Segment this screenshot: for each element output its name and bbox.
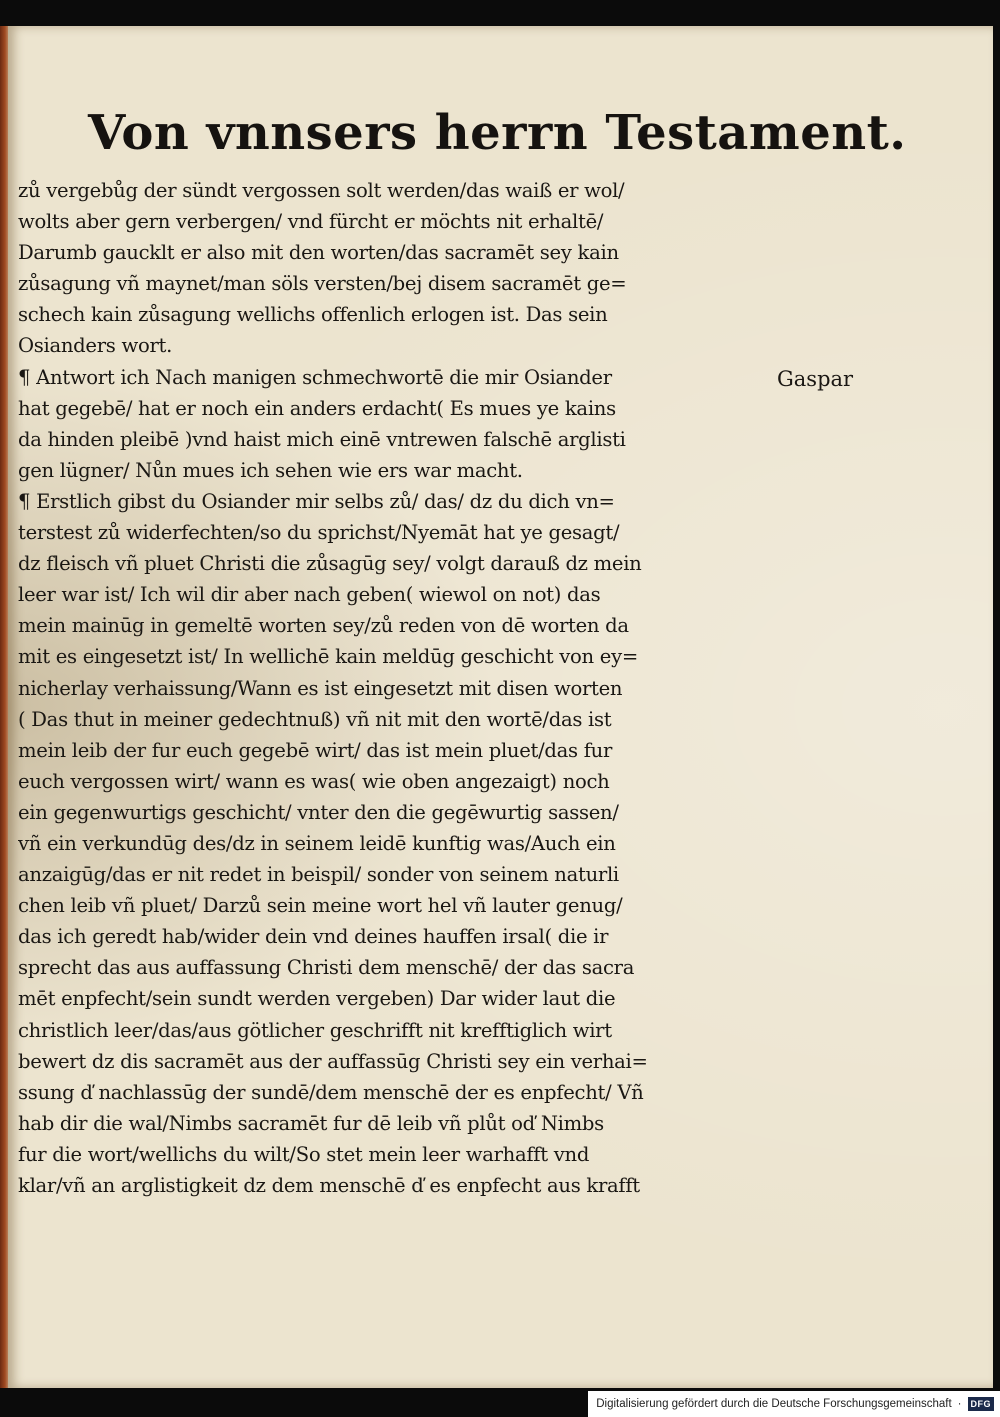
text-line: das ich geredt hab/wider dein vnd deines hauffen irsal( die ir <box>18 925 609 949</box>
text-line: dz fleisch vñ pluet Christi die zůsagūg sey/ volgt darauß dz mein <box>18 552 642 576</box>
text-line: vñ ein verkundūg des/dz in seinem leidē kunftig was/Auch ein <box>18 831 616 855</box>
running-head: Von vnnsers herrn Testament. <box>88 105 907 161</box>
text-line: da hinden pleibē )vnd haist mich einē vntrewen falschē arglisti <box>18 427 626 451</box>
text-line: leer war ist/ Ich wil dir aber nach geben( wiewol on not) das <box>18 583 601 607</box>
text-line: mēt enpfecht/sein sundt werden vergeben) Dar wider laut die <box>18 987 616 1011</box>
separator: · <box>957 1398 962 1410</box>
text-line: euch vergossen wirt/ wann es was( wie oben angezaigt) noch <box>18 769 610 793</box>
text-line: hat gegebē/ hat er noch ein anders erdacht( Es mues ye kains <box>18 396 616 420</box>
text-line: anzaigūg/das er nit redet in beispil/ sonder von seinem naturli <box>18 863 619 887</box>
text-line: mein mainūg in gemeltē worten sey/zů reden von dē worten da <box>18 614 629 638</box>
credit-text: Digitalisierung gefördert durch die Deutsche Forschungsgemeinschaft <box>596 1398 952 1410</box>
text-line: fur die wort/wellichs du wilt/So stet mein leer warhafft vnd <box>18 1142 590 1166</box>
text-line: mein leib der fur euch gegebē wirt/ das ist mein pluet/das fur <box>18 738 613 762</box>
digitization-credit <box>588 1391 1000 1417</box>
text-line: christlich leer/das/aus götlicher geschrifft nit krefftiglich wirt <box>18 1018 612 1042</box>
text-line: bewert dz dis sacramēt aus der auffassūg Christi sey ein verhai= <box>18 1049 648 1073</box>
text-line: schech kain zůsagung wellichs offenlich erlogen ist. Das sein <box>18 303 608 327</box>
text-line: nicherlay verhaissung/Wann es ist eingesetzt mit disen worten <box>18 676 623 700</box>
text-line: ¶ Erstlich gibst du Osiander mir selbs zů/ das/ dz du dich vn= <box>18 489 615 513</box>
text-line: ssung ď nachlassūg der sundē/dem menschē der es enpfecht/ Vñ <box>18 1080 644 1104</box>
text-block <box>18 175 768 1201</box>
text-line: ein gegenwurtigs geschicht/ vnter den die gegēwurtig sassen/ <box>18 800 619 824</box>
text-line: zů vergebůg der sündt vergossen solt werden/das waiß er wol/ <box>18 179 625 202</box>
text-line: Osianders wort. <box>18 334 173 358</box>
text-line: Darumb gaucklt er also mit den worten/das sacramēt sey kain <box>18 241 619 265</box>
text-line: terstest zů widerfechten/so du sprichst/Nyemāt hat ye gesagt/ <box>18 521 620 545</box>
text-line: ¶ Antwort ich Nach manigen schmechwortē die mir Osiander <box>18 365 612 389</box>
text-line: hab dir die wal/Nimbs sacramēt fur dē leib vñ plůt oď Nimbs <box>18 1111 604 1135</box>
text-line: gen lügner/ Nůn mues ich sehen wie ers war macht. <box>18 458 523 482</box>
text-line: wolts aber gern verbergen/ vnd fürcht er möchts nit erhaltē/ <box>18 210 604 234</box>
marginal-note: Gaspar <box>777 367 854 391</box>
text-line: chen leib vñ pluet/ Darzů sein meine wort hel vñ lauter genug/ <box>18 894 623 918</box>
dfg-logo: DFG <box>968 1397 995 1411</box>
text-line: ( Das thut in meiner gedechtnuß) vñ nit mit den wortē/das ist <box>18 707 612 731</box>
text-line: mit es eingesetzt ist/ In wellichē kain meldūg geschicht von ey= <box>18 645 638 669</box>
text-line: klar/vñ an arglistigkeit dz dem menschē ď es enpfecht aus krafft <box>18 1174 640 1197</box>
text-line: sprecht das aus auffassung Christi dem menschē/ der das sacra <box>18 956 635 980</box>
text-line: zůsagung vñ maynet/man söls versten/bej disem sacramēt ge= <box>18 272 627 296</box>
